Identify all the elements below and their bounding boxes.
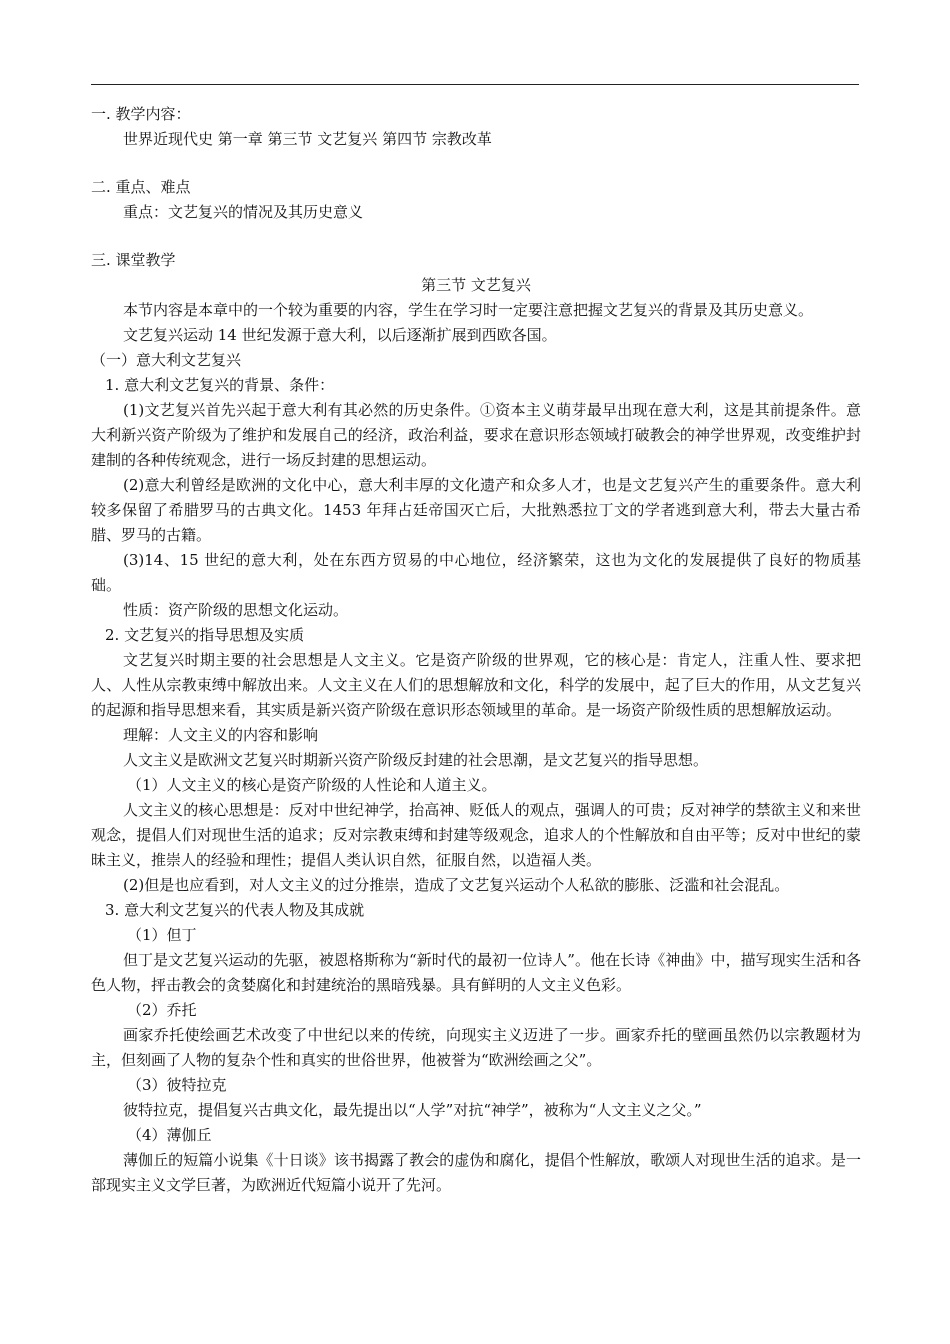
person-label-dante: （1）但丁 bbox=[127, 926, 197, 944]
humanism-definition: 人文主义是欧洲文艺复兴时期新兴资产阶级反封建的社会思潮，是文艺复兴的指导思想。 bbox=[123, 751, 709, 769]
teaching-content-line: 世界近现代史 第一章 第三节 文艺复兴 第四节 宗教改革 bbox=[123, 130, 492, 148]
person-text-giotto: 画家乔托使绘画艺术改变了中世纪以来的传统，向现实主义迈进了一步。画家乔托的壁画虽然仍以宗教题材为主，但刻画了人物的复杂个性和真实的世俗世界，他被誉为“欧洲绘画之父”。 bbox=[91, 1026, 861, 1069]
understanding-line: 理解：人文主义的内容和影响 bbox=[123, 726, 319, 744]
section-heading-teaching-content: 一. 教学内容： bbox=[91, 105, 191, 123]
item-heading-representatives: 3. 意大利文艺复兴的代表人物及其成就 bbox=[105, 901, 365, 919]
person-label-giotto: （2）乔托 bbox=[127, 1001, 197, 1019]
nature-line: 性质：资产阶级的思想文化运动。 bbox=[123, 601, 349, 619]
document-body bbox=[91, 102, 861, 1198]
person-text-boccaccio: 薄伽丘的短篇小说集《十日谈》该书揭露了教会的虚伪和腐化，提倡个性解放，歌颂人对现世生活的追求。是一部现实主义文学巨著，为欧洲近代短篇小说开了先河。 bbox=[91, 1151, 861, 1194]
lesson-title: 第三节 文艺复兴 bbox=[421, 276, 531, 294]
part-heading-italy: （一）意大利文艺复兴 bbox=[91, 351, 242, 369]
key-points-line: 重点：文艺复兴的情况及其历史意义 bbox=[123, 203, 364, 221]
humanism-caveat: (2)但是也应看到，对人文主义的过分推崇，造成了文艺复兴运动个人私欲的膨胀、泛滥和社会混乱。 bbox=[123, 876, 790, 894]
person-text-dante: 但丁是文艺复兴运动的先驱，被恩格斯称为“新时代的最初一位诗人”。他在长诗《神曲》中，描写现实生活和各色人物，抨击教会的贪婪腐化和封建统治的黑暗残暴。具有鲜明的人文主义色彩。 bbox=[91, 951, 861, 994]
header-rule bbox=[91, 84, 859, 85]
intro-paragraph: 本节内容是本章中的一个较为重要的内容，学生在学习时一定要注意把握文艺复兴的背景及其历史意义。 bbox=[123, 301, 814, 319]
item-heading-guiding-thought: 2. 文艺复兴的指导思想及实质 bbox=[105, 626, 305, 644]
person-label-boccaccio: （4）薄伽丘 bbox=[127, 1126, 212, 1144]
spacer bbox=[91, 152, 861, 175]
person-label-petrarch: （3）彼特拉克 bbox=[127, 1076, 227, 1094]
humanism-core-line: （1）人文主义的核心是资产阶级的人性论和人道主义。 bbox=[127, 776, 497, 794]
item-heading-background: 1. 意大利文艺复兴的背景、条件： bbox=[105, 376, 335, 394]
humanism-core-paragraph: 人文主义的核心思想是：反对中世纪神学，抬高神、贬低人的观点，强调人的可贵；反对神学的禁欲主义和来世观念，提倡人们对现世生活的追求；反对宗教束缚和封建等级观念，追求人的个性解放和自由平等；反对中世纪的蒙昧主义，推崇人的经验和理性；提倡人类认识自然，征服自然，以造福人类。 bbox=[91, 801, 861, 869]
intro-paragraph-origin: 文艺复兴运动 14 世纪发源于意大利，以后逐渐扩展到西欧各国。 bbox=[123, 326, 557, 344]
background-paragraph-3: (3)14、15 世纪的意大利，处在东西方贸易的中心地位，经济繁荣，这也为文化的发展提供了良好的物质基础。 bbox=[91, 551, 861, 594]
guiding-thought-paragraph: 文艺复兴时期主要的社会思想是人文主义。它是资产阶级的世界观，它的核心是：肯定人，注重人性、要求把人、人性从宗教束缚中解放出来。人文主义在人们的思想解放和文化，科学的发展中，起了巨大的作用，从文艺复兴的起源和指导思想来看，其实质是新兴资产阶级在意识形态领域里的革命。是一场资产阶级性质的思想解放运动。 bbox=[91, 651, 861, 719]
background-paragraph-1: (1)文艺复兴首先兴起于意大利有其必然的历史条件。①资本主义萌芽最早出现在意大利，这是其前提条件。意大利新兴资产阶级为了维护和发展自己的经济，政治利益，要求在意识形态领域打破教会的神学世界观，改变维护封建制的各种传统观念，进行一场反封建的思想运动。 bbox=[91, 401, 861, 469]
person-text-petrarch: 彼特拉克，提倡复兴古典文化，最先提出以“人学”对抗“神学”，被称为“人文主义之父。” bbox=[123, 1101, 702, 1119]
section-heading-key-points: 二. 重点、难点 bbox=[91, 178, 191, 196]
spacer bbox=[91, 225, 861, 248]
section-heading-classroom: 三. 课堂教学 bbox=[91, 251, 176, 269]
background-paragraph-2: (2)意大利曾经是欧洲的文化中心，意大利丰厚的文化遗产和众多人才，也是文艺复兴产生的重要条件。意大利较多保留了希腊罗马的古典文化。1453 年拜占廷帝国灭亡后，大批熟悉拉丁文的学者逃到意大利，带去大量古希腊、罗马的古籍。 bbox=[91, 476, 861, 544]
